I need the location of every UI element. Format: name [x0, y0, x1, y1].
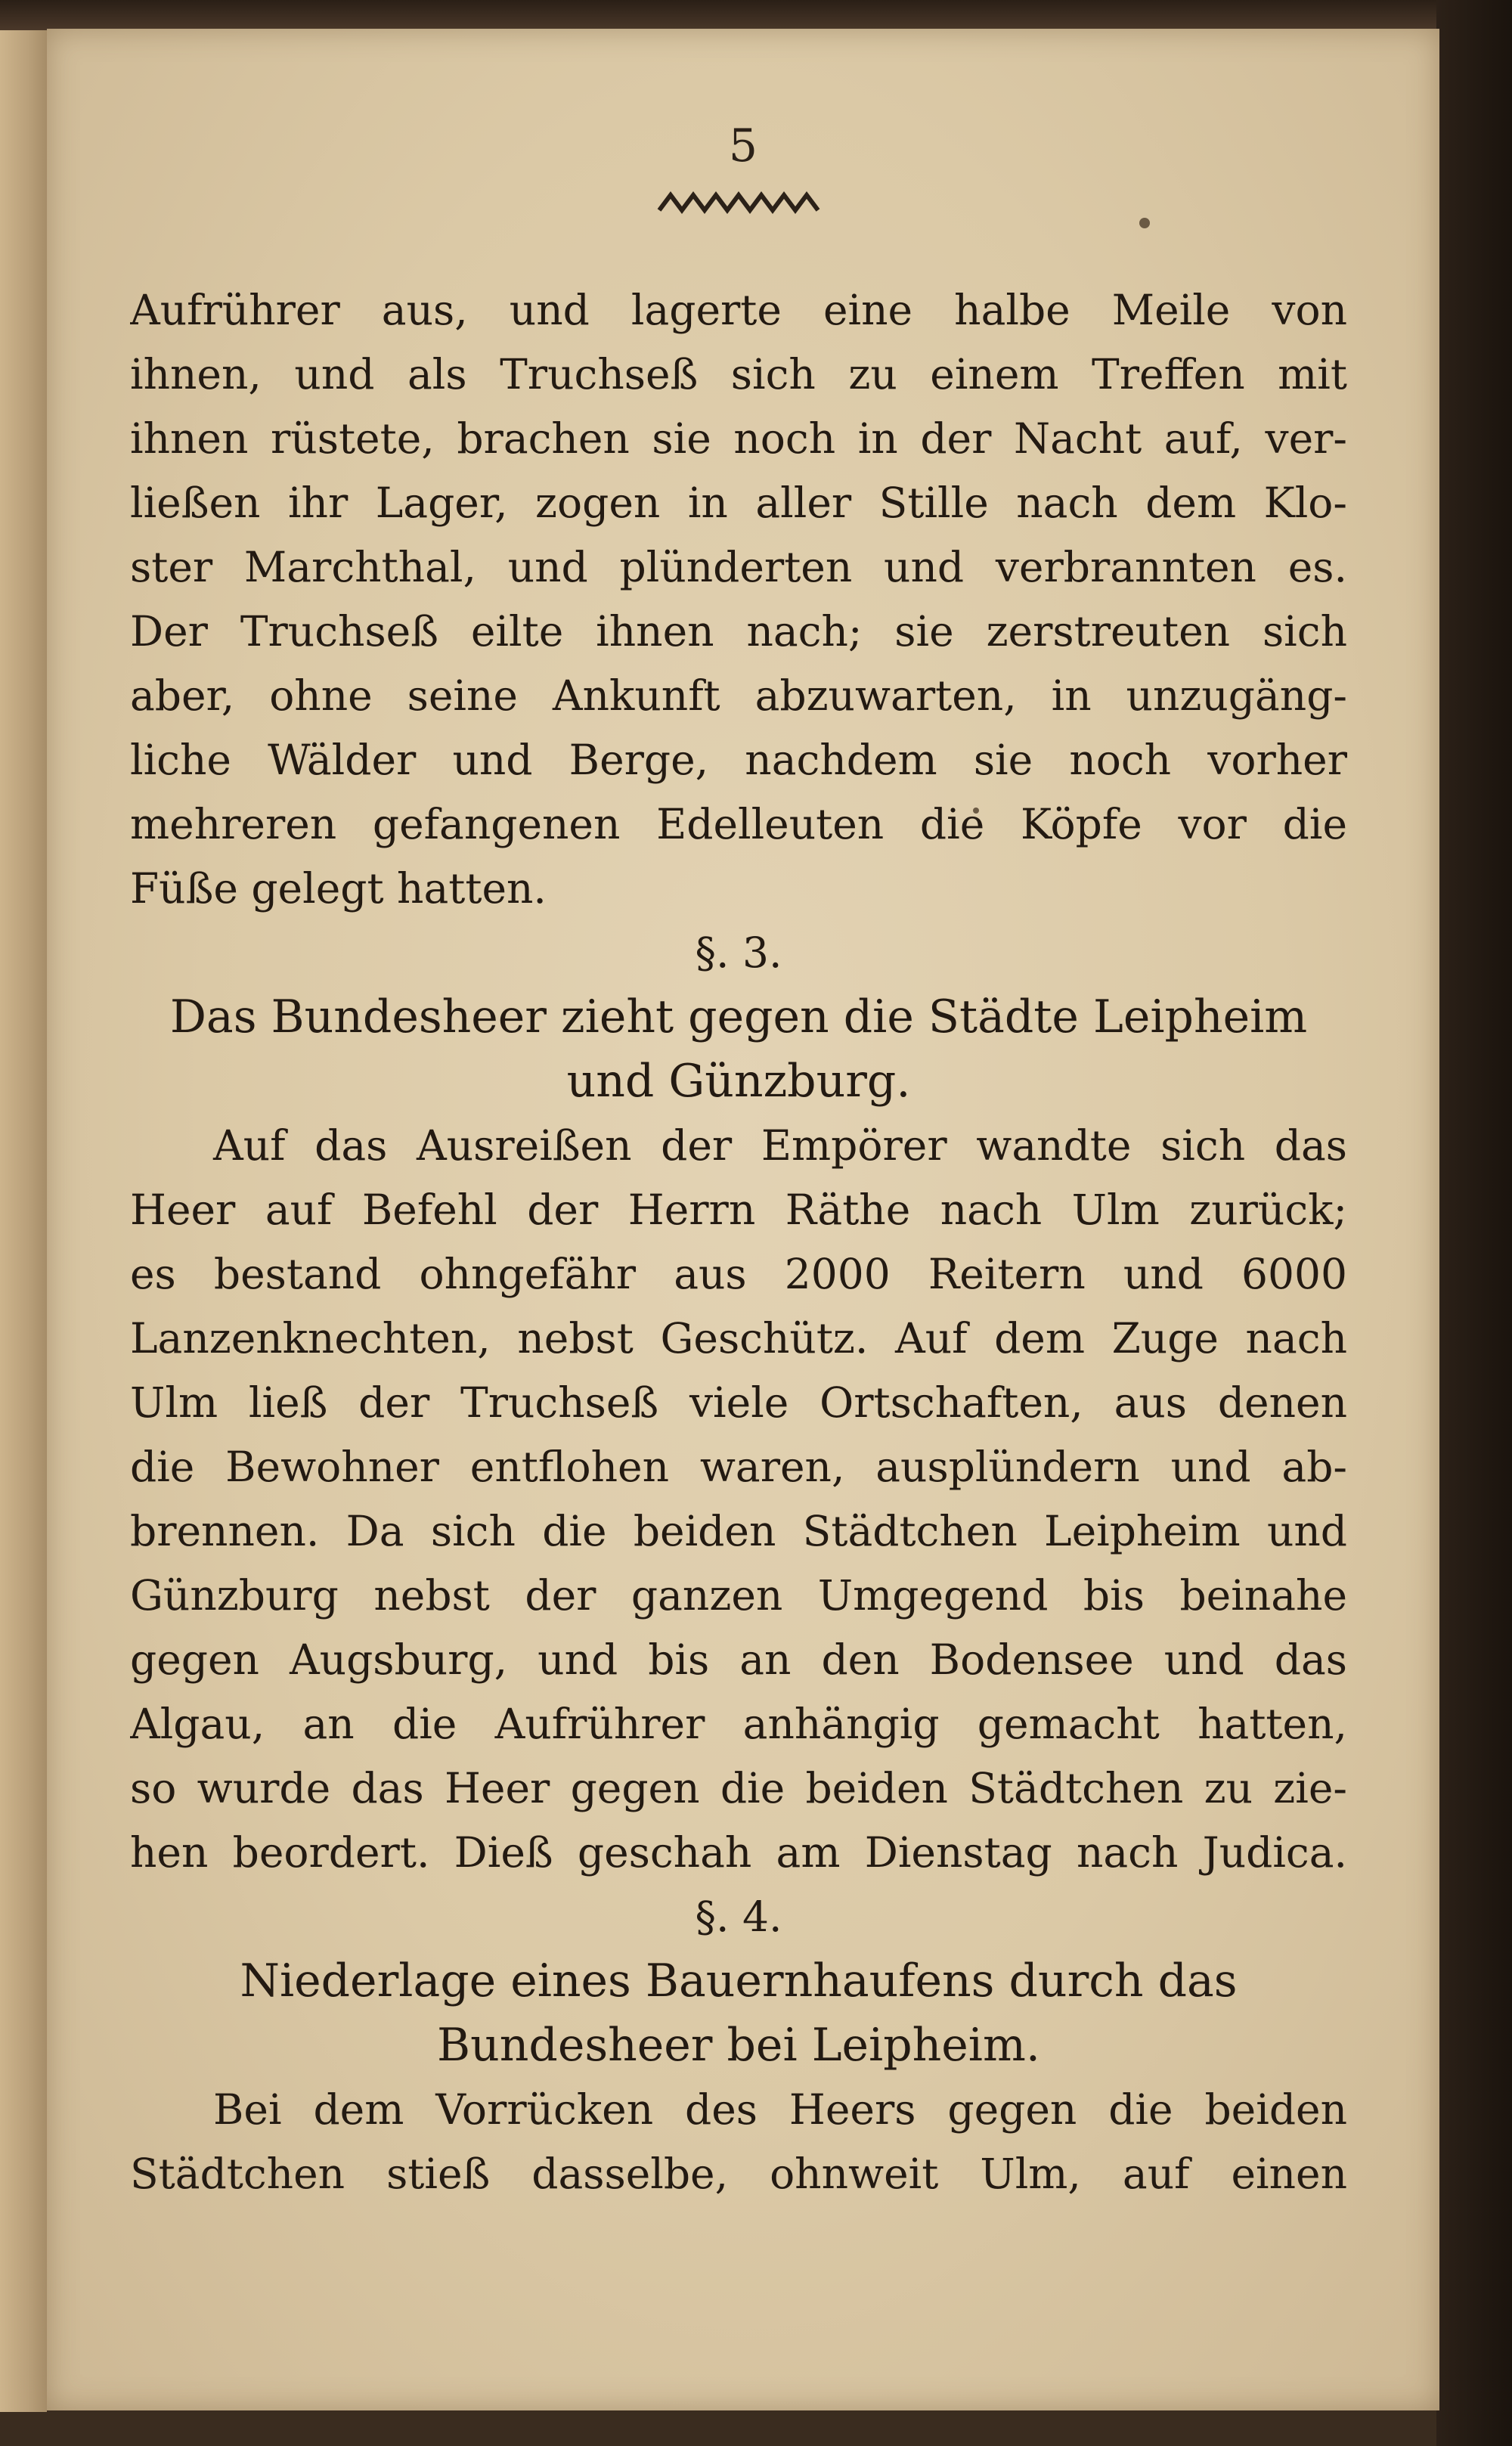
text-line: Der Truchseß eilte ihnen nach; sie zerstreuten sich	[130, 607, 1347, 656]
text-line: Füße gelegt hatten.	[130, 864, 547, 913]
text-line: brennen. Da sich die beiden Städtchen Leipheim und	[130, 1507, 1347, 1555]
text-line: Lanzenknechten, nebst Geschütz. Auf dem Zuge nach	[130, 1314, 1347, 1363]
text-line: liche Wälder und Berge, nachdem sie noch vorher	[130, 736, 1347, 784]
paper-speck	[1139, 218, 1150, 228]
text-line: ihnen rüstete, brachen sie noch in der Nacht auf, ver-	[130, 414, 1347, 463]
section-heading: Bundesheer bei Leipheim.	[437, 2019, 1040, 2072]
text-line: es bestand ohngefähr aus 2000 Reitern und 6000	[130, 1250, 1347, 1298]
paragraph	[130, 278, 1347, 921]
previous-page-edge	[0, 30, 47, 2412]
text-line: so wurde das Heer gegen die beiden Städtchen zu zie-	[130, 1764, 1347, 1812]
text-line: ihnen, und als Truchseß sich zu einem Treffen mit	[130, 350, 1347, 398]
book-page	[47, 29, 1439, 2410]
text-body	[130, 278, 1347, 2206]
text-line: Algau, an die Aufrührer anhängig gemacht hatten,	[130, 1700, 1347, 1748]
text-line: Auf das Ausreißen der Empörer wandte sich das	[213, 1121, 1347, 1170]
page-number: 5	[728, 119, 758, 172]
section-heading: und Günzburg.	[566, 1055, 911, 1108]
paragraph	[130, 1114, 1347, 1885]
text-line: mehreren gefangenen Edelleuten die Köpfe vor die	[130, 800, 1347, 848]
section-number: §. 3.	[695, 928, 782, 977]
text-line: hen beordert. Dieß geschah am Dienstag nach Judica.	[130, 1828, 1347, 1877]
text-line: gegen Augsburg, und bis an den Bodensee und das	[130, 1635, 1347, 1684]
text-line: Ulm ließ der Truchseß viele Ortschaften, aus denen	[130, 1378, 1347, 1427]
text-line: Günzburg nebst der ganzen Umgegend bis beinahe	[130, 1571, 1347, 1620]
section-heading: Das Bundesheer zieht gegen die Städte Leipheim	[169, 990, 1308, 1043]
text-line: aber, ohne seine Ankunft abzuwarten, in unzugäng-	[130, 671, 1347, 720]
paragraph	[130, 2078, 1347, 2206]
text-line: Bei dem Vorrücken des Heers gegen die beiden	[213, 2085, 1347, 2134]
section-number: §. 4.	[695, 1893, 782, 1941]
book-cover-edge	[1436, 0, 1512, 2446]
text-line: ster Marchthal, und plünderten und verbrannten es.	[130, 543, 1347, 591]
text-line: Aufrührer aus, und lagerte eine halbe Meile von	[130, 286, 1347, 334]
text-line: ließen ihr Lager, zogen in aller Stille nach dem Klo-	[130, 479, 1347, 527]
text-line: Städtchen stieß dasselbe, ohnweit Ulm, auf einen	[130, 2150, 1347, 2198]
text-line: die Bewohner entflohen waren, ausplündern und ab-	[130, 1443, 1347, 1491]
wave-ornament	[652, 188, 833, 218]
text-line: Heer auf Befehl der Herrn Räthe nach Ulm zurück;	[130, 1186, 1347, 1234]
section-heading: Niederlage eines Bauernhaufens durch das	[240, 1955, 1238, 2007]
